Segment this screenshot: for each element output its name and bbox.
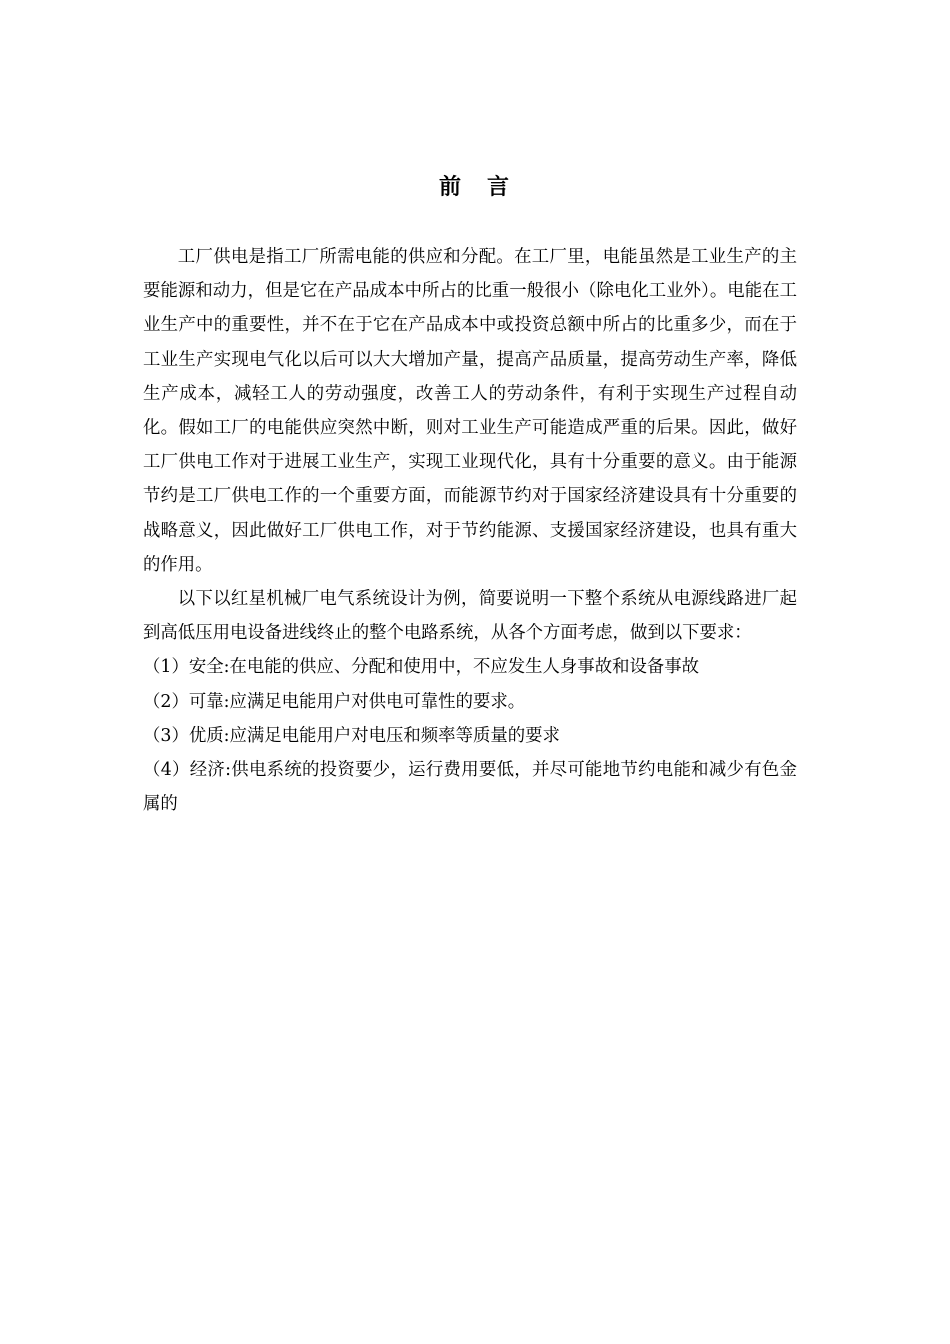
requirement-economy: （4）经济:供电系统的投资要少，运行费用要低，并尽可能地节约电能和减少有色金属的 [143,760,797,815]
requirement-quality: （3）优质:应满足电能用户对电压和频率等质量的要求 [143,725,560,746]
requirement-safety: （1）安全:在电能的供应、分配和使用中，不应发生人身事故和设备事故 [143,657,700,678]
intro-paragraph: 工厂供电是指工厂所需电能的供应和分配。在工厂里，电能虽然是工业生产的主要能源和动力，但是它在产品成本中所占的比重一般很小（除电化工业外）。电能在工业生产中的重要性，并不在于它在产品成本中或投资总额中所占的比重多少，而在于工业生产实现电气化以后可以大大增加产量，提高产品质量，提高劳动生产率，降低生产成本，减轻工人的劳动强度，改善工人的劳动条件，有利于实现生产过程自动化。假如工厂的电能供应突然中断，则对工业生产可能造成严重的后果。因此，做好工厂供电工作对于进展工业生产，实现工业现代化，具有十分重要的意义。由于能源节约是工厂供电工作的一个重要方面，而能源节约对于国家经济建设具有十分重要的战略意义，因此做好工厂供电工作，对于节约能源、支援国家经济建设，也具有重大的作用。 [143,247,797,575]
page-title: 前 言 [438,175,511,200]
requirement-reliability: （2）可靠:应满足电能用户对供电可靠性的要求。 [143,691,526,712]
document-body [143,240,797,821]
design-paragraph: 以下以红星机械厂电气系统设计为例，简要说明一下整个系统从电源线路进厂起到高低压用电设备进线终止的整个电路系统，从各个方面考虑，做到以下要求： [143,589,797,644]
